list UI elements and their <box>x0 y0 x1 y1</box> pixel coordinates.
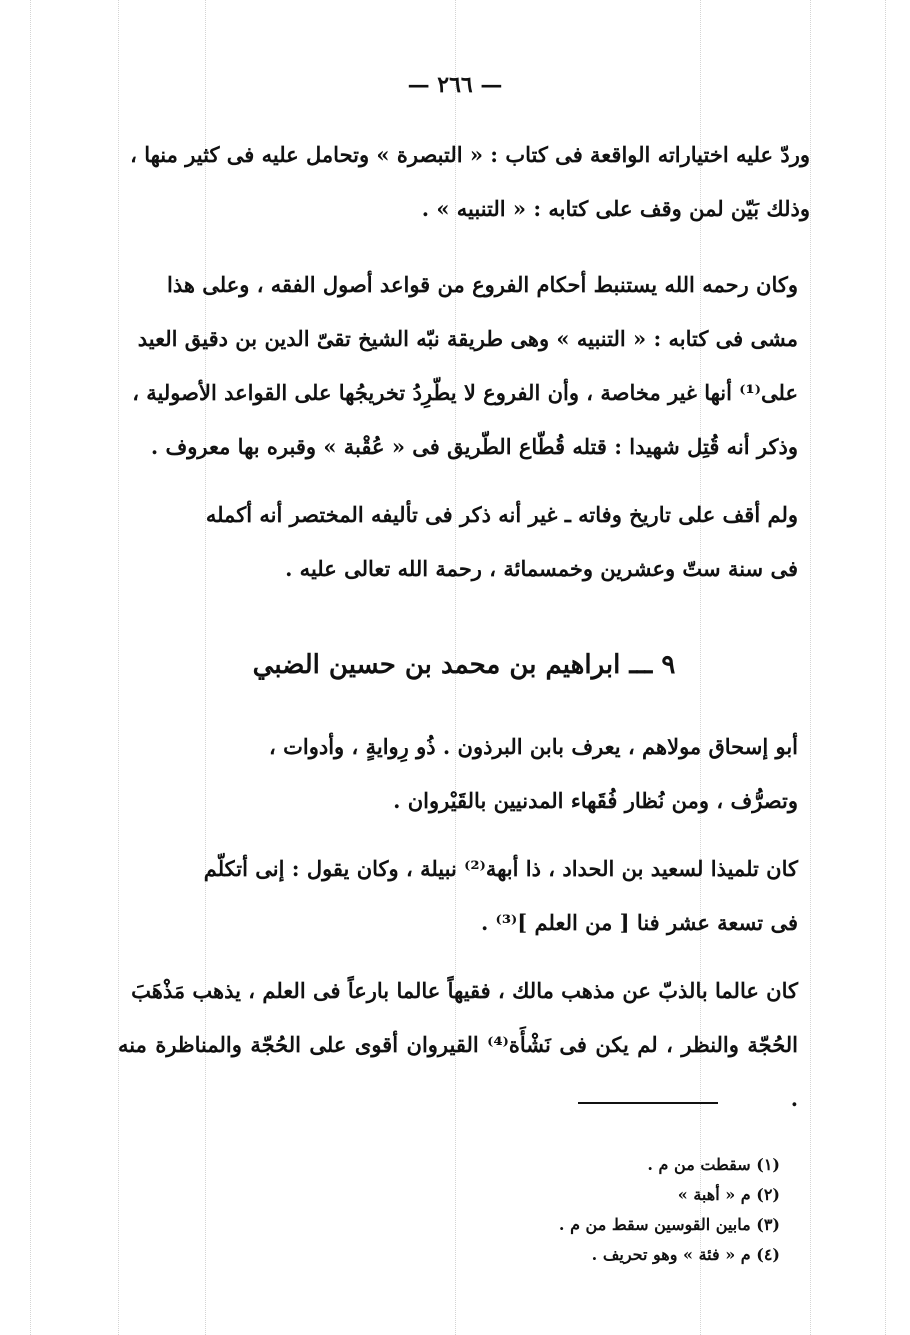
text-line: على⁽¹⁾ أنها غير مخاصة ، وأن الفروع لا يطّرِدُ تخريجُها على القواعد الأصولية ، <box>132 380 798 405</box>
footnote: (٤) م « فئة » وهو تحريف . <box>591 1245 780 1264</box>
entry-heading: ٩ ـــ ابراهيم بن محمد بن حسين الضبي <box>252 650 676 680</box>
main-text-section-2 <box>118 720 810 1126</box>
margin-guide-line <box>30 0 31 1335</box>
margin-guide-line <box>885 0 886 1335</box>
text-line: كان تلميذا لسعيد بن الحداد ، ذا أبهة⁽²⁾ نبيلة ، وكان يقول : إنى أتكلّم <box>203 856 798 881</box>
footnote-separator <box>578 1102 718 1104</box>
footnote: (٢) م « أهبة » <box>677 1185 780 1204</box>
main-text-section-1 <box>118 128 810 596</box>
text-line: وردّ عليه اختياراته الواقعة فى كتاب : « التبصرة » وتحامل عليه فى كثير منها ، <box>130 142 810 167</box>
text-line: ولم أقف على تاريخ وفاته ـ غير أنه ذكر فى تأليفه المختصر أنه أكمله <box>205 502 798 527</box>
text-line: مشى فى كتابه : « التنبيه » وهى طريقة نبّه الشيخ تقىّ الدين بن دقيق العيد <box>137 326 798 351</box>
text-line: أبو إسحاق مولاهم ، يعرف بابن البرذون . ذُو رِوايةٍ ، وأدوات ، <box>269 734 798 759</box>
paragraph <box>118 128 810 236</box>
text-line: فى تسعة عشر فنا [ من العلم ]⁽³⁾ . <box>480 910 798 935</box>
paragraph <box>118 258 810 474</box>
text-line: وتصرُّف ، ومن نُظار فُقَهاء المدنيين بالقَيْروان . <box>393 788 798 813</box>
text-line: الحُجّة والنظر ، لم يكن فى نَشْأَة⁽⁴⁾ القيروان أقوى على الحُجّة والمناظرة منه . <box>118 1032 798 1111</box>
footnote: (١) سقطت من م . <box>647 1155 780 1174</box>
margin-guide-line <box>810 0 811 1335</box>
text-line: وذكر أنه قُتِل شهيدا : قتله قُطّاع الطّريق فى « عُقْبة » وقبره بها معروف . <box>150 434 798 459</box>
text-line: وذلك بَيّن لمن وقف على كتابه : « التنبيه » . <box>421 196 810 221</box>
text-line: وكان رحمه الله يستنبط أحكام الفروع من قواعد أصول الفقه ، وعلى هذا <box>167 272 798 297</box>
text-line: فى سنة ستّ وعشرين وخمسمائة ، رحمة الله تعالى عليه . <box>285 556 798 581</box>
footnote: (٣) مابين القوسين سقط من م . <box>558 1215 780 1234</box>
paragraph <box>118 720 810 828</box>
footnotes <box>400 1150 780 1270</box>
paragraph <box>118 842 810 950</box>
paragraph <box>118 488 810 596</box>
page-number: — ٢٦٦ — <box>407 72 503 98</box>
text-line: كان عالما بالذبّ عن مذهب مالك ، فقيهاً عالما بارعاً فى العلم ، يذهب مَذْهَبَ <box>131 978 798 1003</box>
